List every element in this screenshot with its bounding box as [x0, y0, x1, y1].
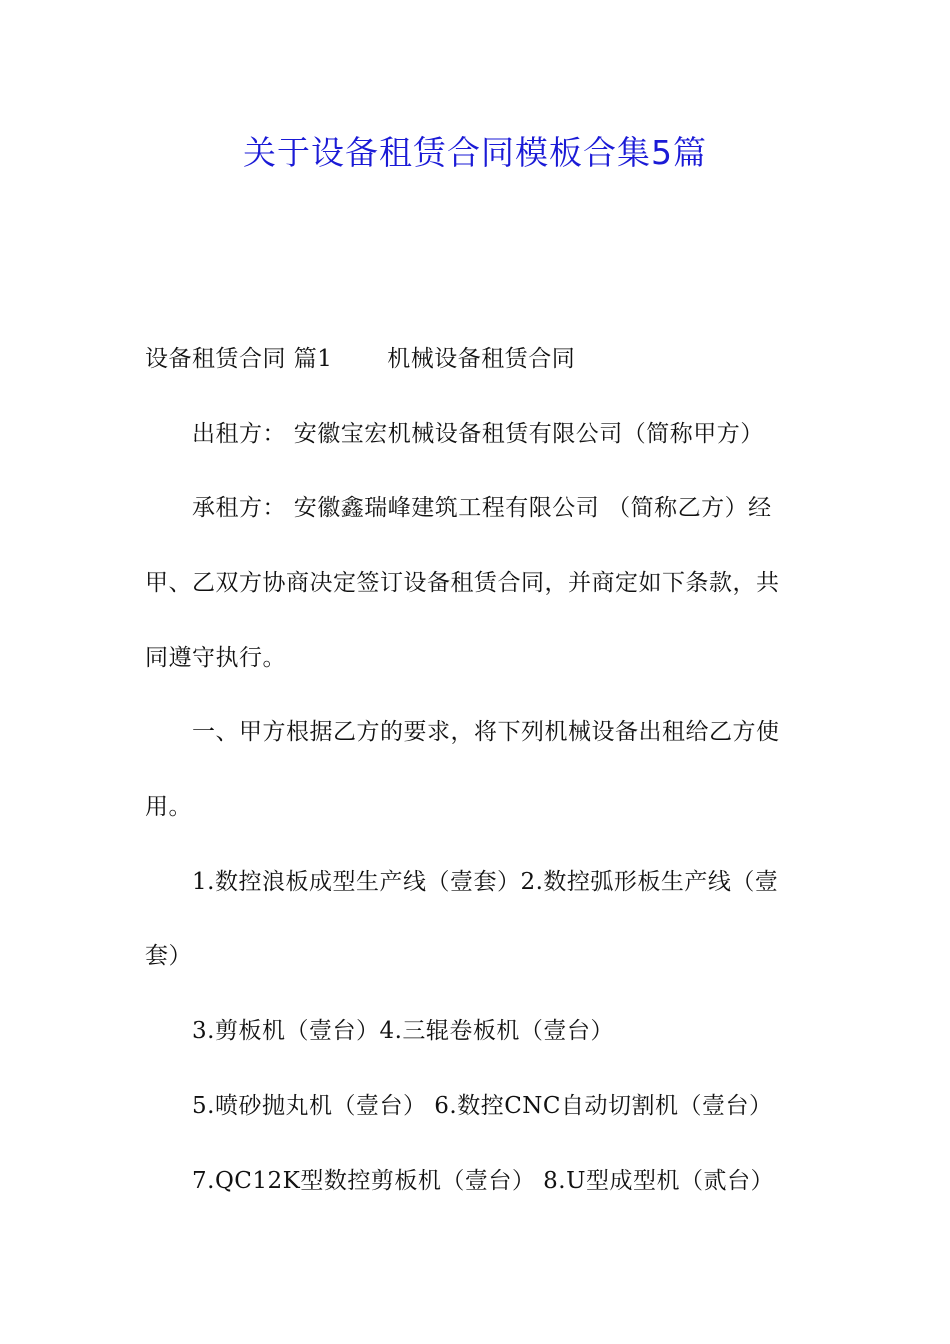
clause-line: 一、甲方根据乙方的要求，将下列机械设备出租给乙方使	[192, 719, 780, 745]
equipment-list-line: 5.喷砂抛丸机（壹台） 6.数控CNC自动切割机（壹台）	[192, 1093, 773, 1119]
equipment-list-line: 7.QC12K型数控剪板机（壹台） 8.U型成型机（贰台）	[192, 1168, 774, 1194]
section-heading: 设备租赁合同 篇1 机械设备租赁合同	[145, 346, 576, 372]
lessee-line: 承租方： 安徽鑫瑞峰建筑工程有限公司 （简称乙方）经	[192, 495, 772, 521]
paragraph-line: 用。	[145, 794, 192, 820]
paragraph-line: 同遵守执行。	[145, 645, 286, 671]
page-title: 关于设备租赁合同模板合集5篇	[243, 133, 707, 172]
equipment-list-line: 套）	[145, 943, 192, 969]
lessor-line: 出租方： 安徽宝宏机械设备租赁有限公司（简称甲方）	[192, 421, 764, 447]
equipment-list-line: 1.数控浪板成型生产线（壹套）2.数控弧形板生产线（壹	[192, 869, 779, 895]
equipment-list-line: 3.剪板机（壹台）4.三辊卷板机（壹台）	[192, 1018, 614, 1044]
paragraph-line: 甲、乙双方协商决定签订设备租赁合同，并商定如下条款，共	[145, 570, 780, 596]
